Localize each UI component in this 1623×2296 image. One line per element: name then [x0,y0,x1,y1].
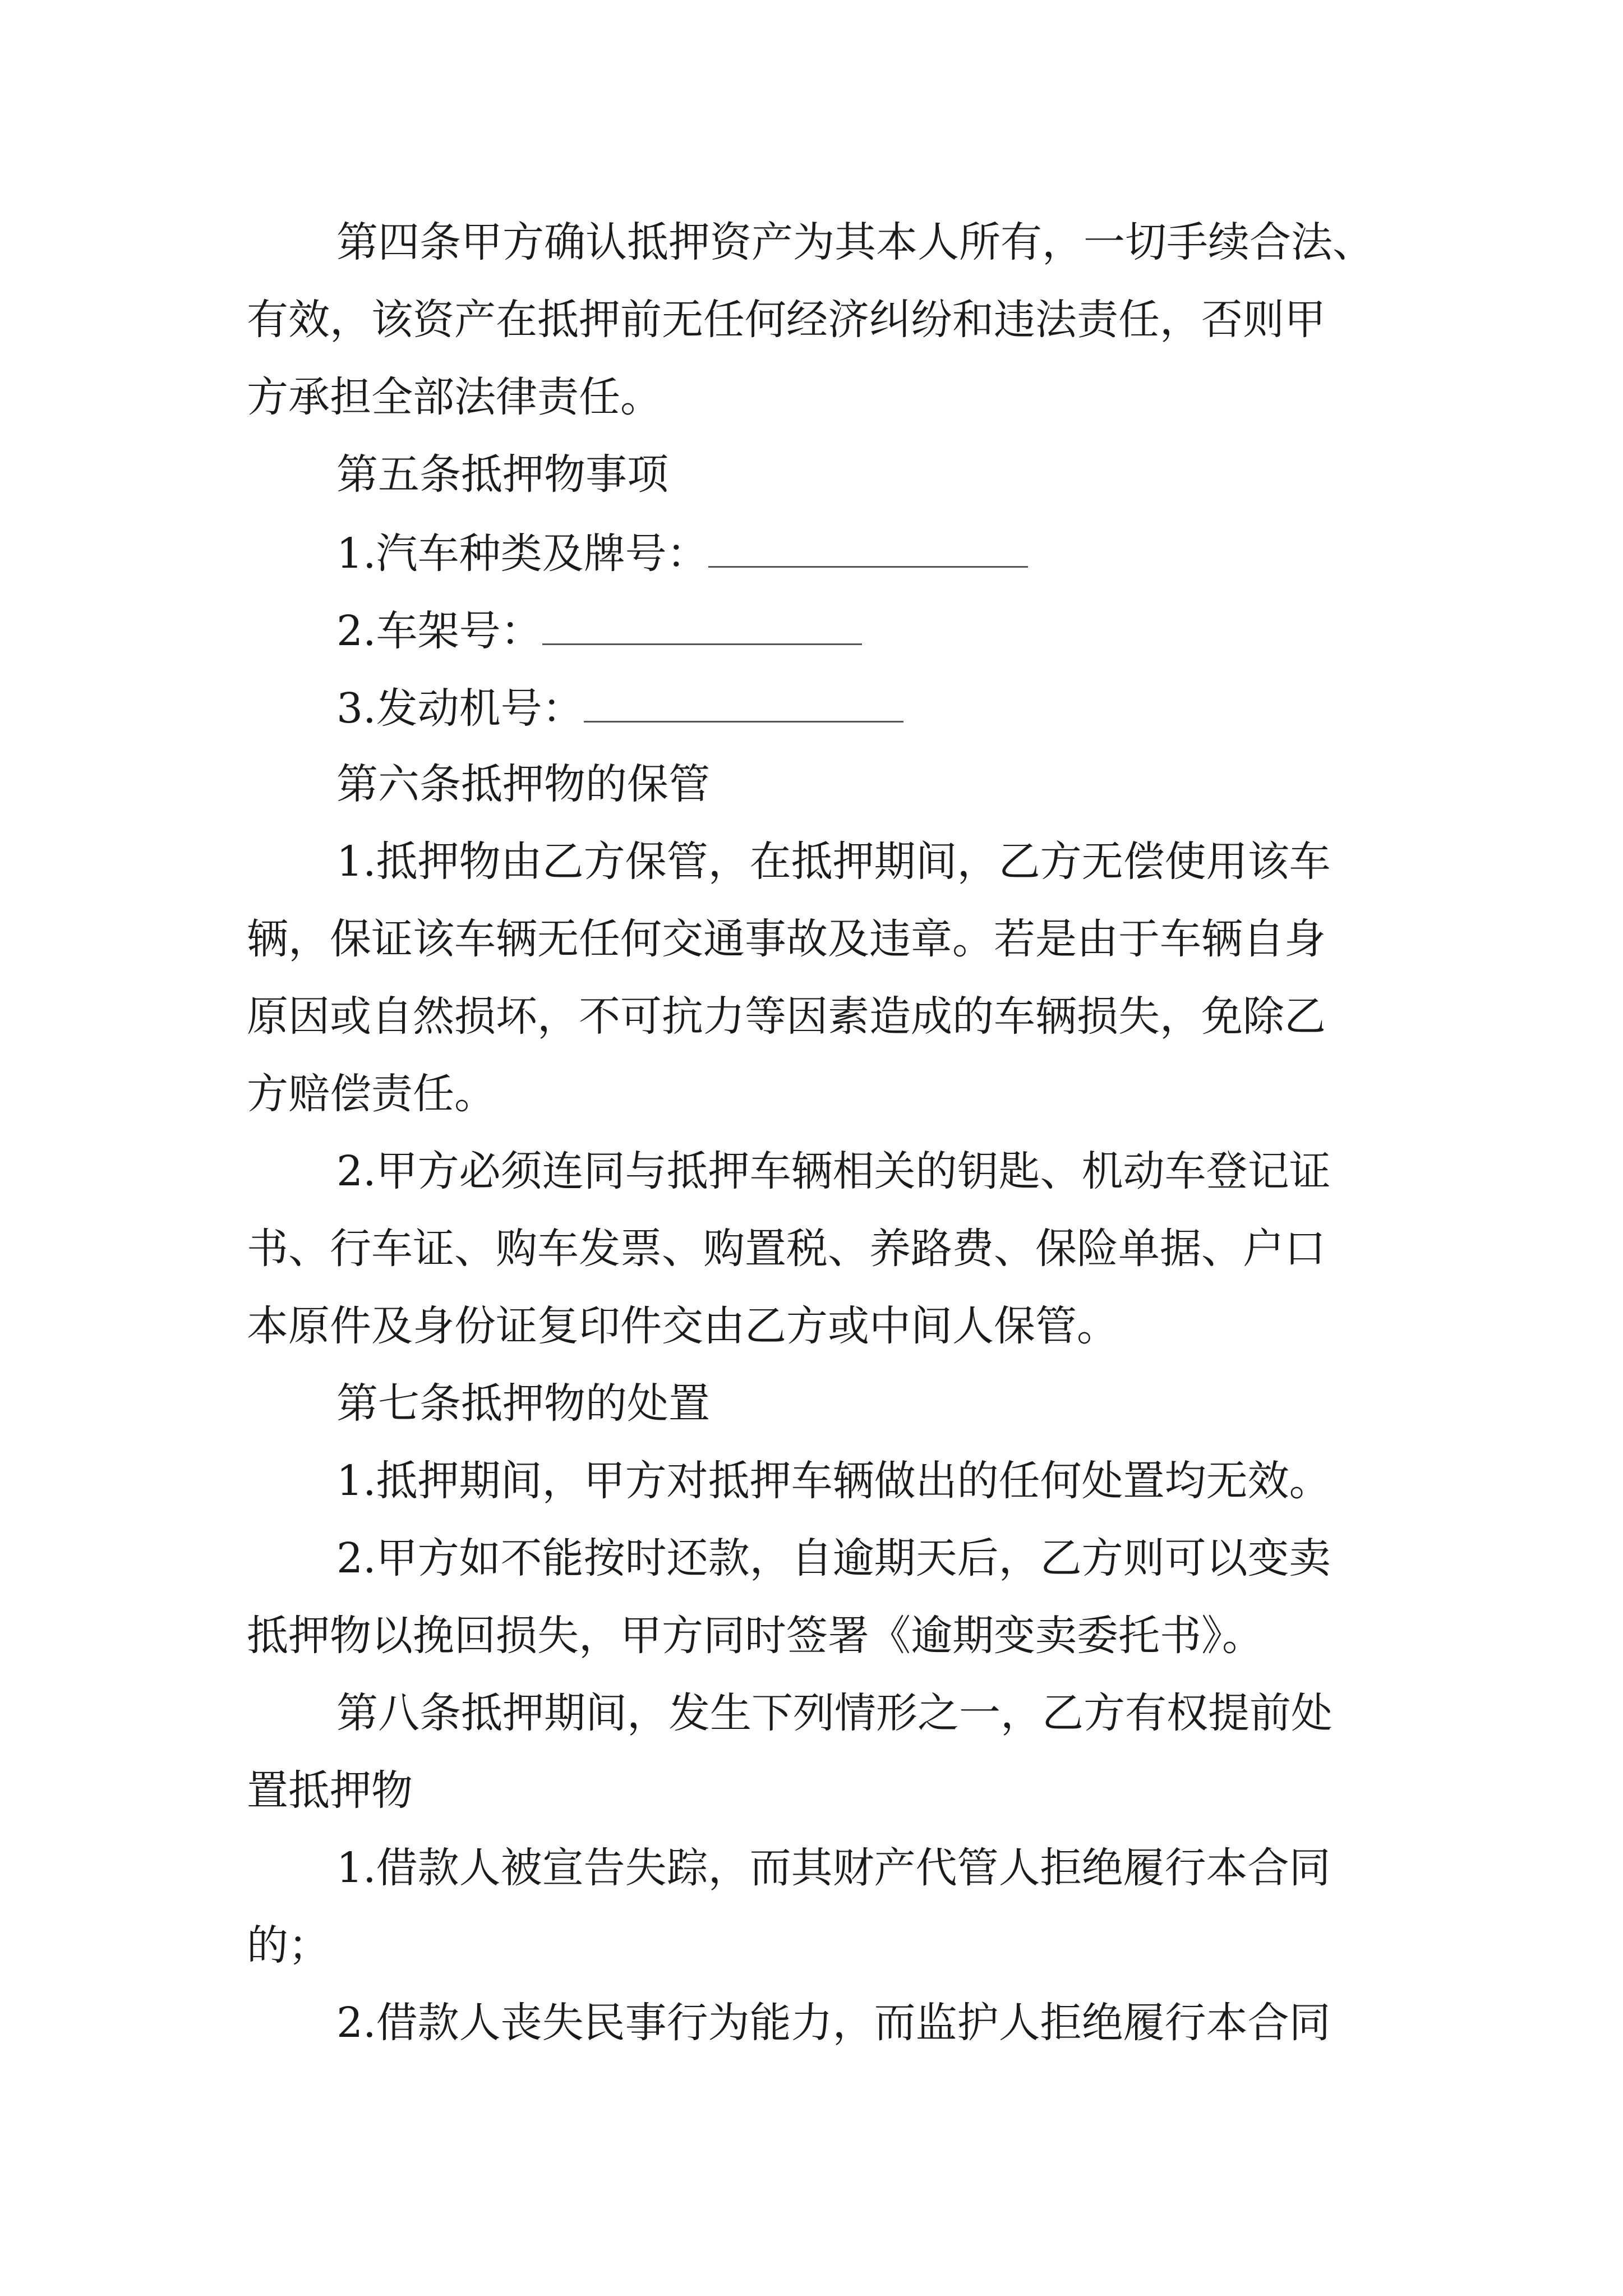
paragraph-line: 第四条甲方确认抵押资产为其本人所有，一切手续合法、 [336,218,1374,266]
paragraph-line: 方承担全部法律责任。 [247,373,662,421]
form-field-line: 2.车架号： [336,609,862,652]
section-heading: 第六条抵押物的保管 [336,760,710,808]
section-heading: 第五条抵押物事项 [336,450,668,499]
paragraph-line: 有效，该资产在抵押前无任何经济纠纷和违法责任，否则甲 [247,296,1326,344]
paragraph-line: 的； [247,1921,330,1970]
paragraph-line: 2.甲方如不能按时还款，自逾期天后，乙方则可以变卖 [336,1534,1331,1582]
blank-underline [584,686,903,723]
paragraph-line: 方赔偿责任。 [247,1070,496,1118]
paragraph-line: 本原件及身份证复印件交由乙方或中间人保管。 [247,1302,1118,1350]
paragraph-line: 抵押物以挽回损失，甲方同时签署《逾期变卖委托书》。 [247,1612,1264,1660]
paragraph-line: 书、行车证、购车发票、购置税、养路费、保险单据、户口 [247,1225,1326,1273]
section-heading: 第七条抵押物的处置 [336,1379,710,1428]
paragraph-line: 第八条抵押期间，发生下列情形之一，乙方有权提前处 [336,1689,1332,1737]
paragraph-line: 1.抵押期间，甲方对抵押车辆做出的任何处置均无效。 [336,1457,1331,1505]
blank-underline [708,531,1028,568]
blank-underline [542,609,862,645]
paragraph-line: 1.抵押物由乙方保管，在抵押期间，乙方无偿使用该车 [336,838,1331,886]
paragraph-line: 1.借款人被宣告失踪，而其财产代管人拒绝履行本合同 [336,1844,1331,1892]
paragraph-line: 辆，保证该车辆无任何交通事故及违章。若是由于车辆自身 [247,915,1326,963]
form-field-line: 3.发动机号： [336,686,903,729]
paragraph-line: 2.借款人丧失民事行为能力，而监护人拒绝履行本合同 [336,1999,1331,2047]
paragraph-line: 原因或自然损坏，不可抗力等因素造成的车辆损失，免除乙 [247,992,1326,1041]
paragraph-line: 2.甲方必须连同与抵押车辆相关的钥匙、机动车登记证 [336,1147,1331,1195]
paragraph-line: 置抵押物 [247,1766,413,1815]
form-field-line: 1.汽车种类及牌号： [336,531,1028,574]
